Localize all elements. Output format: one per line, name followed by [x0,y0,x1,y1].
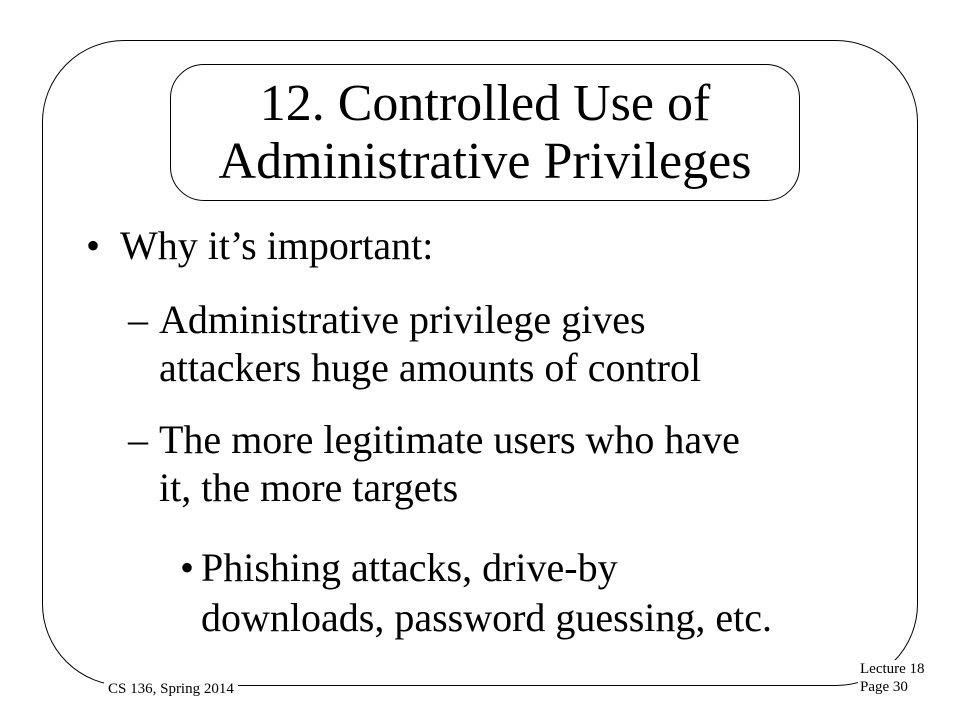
bullet-why-important: Why it’s important: [120,223,434,268]
footer-page: Page 30 [860,679,908,695]
subbullet-admin-privilege-line-1: Administrative privilege gives [159,297,646,342]
slide-title-line-1: 12. Controlled Use of [259,74,711,132]
dash-marker: – [128,417,148,462]
subbullet-legitimate-users-line-1: The more legitimate users who have [159,417,740,462]
bullet-marker: • [180,545,195,590]
subsubbullet-attacks-line-2: downloads, password guessing, etc. [201,595,773,640]
footer-course: CS 136, Spring 2014 [104,680,238,698]
bullet-marker: • [86,223,101,268]
slide-title-line-2: Administrative Privileges [218,132,752,190]
subsubbullet-attacks-line-1: Phishing attacks, drive-by [201,545,618,590]
subbullet-admin-privilege-line-2: attackers huge amounts of control [159,345,702,390]
dash-marker: – [128,297,148,342]
slide-title-box [170,64,800,201]
footer-lecture: Lecture 18 [860,661,925,677]
footer-lecture-page [858,660,927,696]
subbullet-legitimate-users-line-2: it, the more targets [159,465,459,510]
